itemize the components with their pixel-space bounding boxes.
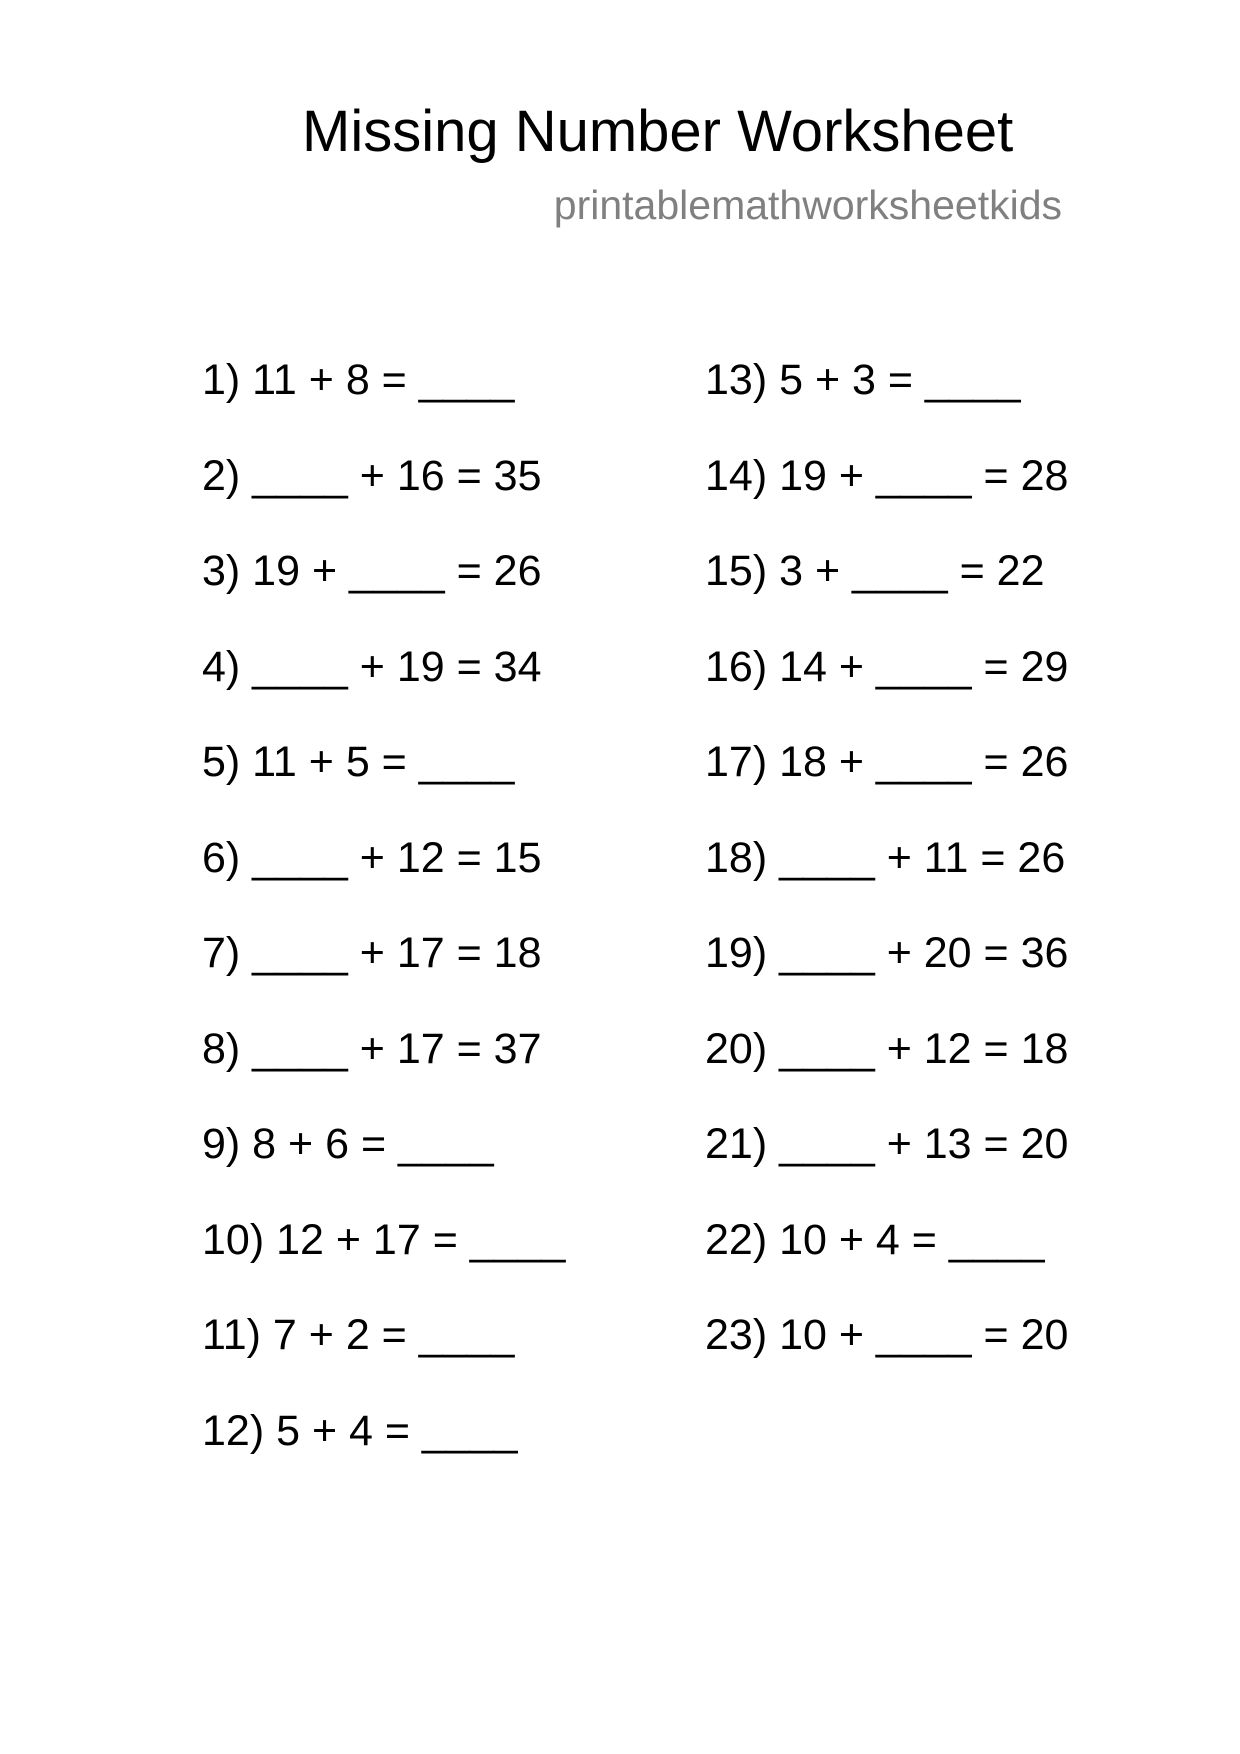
problems-left-column — [202, 352, 565, 1498]
problem-item: 6) ____ + 12 = 15 — [202, 833, 542, 882]
problem-item: 1) 11 + 8 = ____ — [202, 356, 515, 404]
problem-item: 23) 10 + ____ = 20 — [705, 1311, 1069, 1359]
problem-item: 18) ____ + 11 = 26 — [705, 833, 1066, 882]
page-title: Missing Number Worksheet — [302, 99, 1014, 164]
problem-item: 12) 5 + 4 = ____ — [202, 1406, 518, 1455]
problem-item: 20) ____ + 12 = 18 — [705, 1024, 1069, 1073]
problem-item: 2) ____ + 16 = 35 — [202, 451, 542, 500]
problem-item: 21) ____ + 13 = 20 — [705, 1120, 1069, 1168]
problem-item: 19) ____ + 20 = 36 — [705, 929, 1069, 977]
problem-item: 10) 12 + 17 = ____ — [202, 1215, 566, 1264]
problem-item: 4) ____ + 19 = 34 — [202, 642, 542, 691]
problem-item: 7) ____ + 17 = 18 — [202, 929, 542, 977]
problem-item: 22) 10 + 4 = ____ — [705, 1215, 1045, 1264]
problem-item: 8) ____ + 17 = 37 — [202, 1024, 542, 1073]
problem-item: 17) 18 + ____ = 26 — [705, 738, 1069, 786]
problem-item: 13) 5 + 3 = ____ — [705, 356, 1021, 404]
problem-item: 14) 19 + ____ = 28 — [705, 451, 1069, 500]
problem-item: 3) 19 + ____ = 26 — [202, 547, 542, 595]
problem-item: 9) 8 + 6 = ____ — [202, 1120, 494, 1168]
site-subtitle: printablemathworksheetkids — [553, 182, 1062, 228]
problem-item: 11) 7 + 2 = ____ — [202, 1311, 515, 1359]
problem-item: 15) 3 + ____ = 22 — [705, 547, 1045, 595]
problem-item: 5) 11 + 5 = ____ — [202, 738, 515, 786]
problems-right-column — [705, 352, 1068, 1403]
problem-item: 16) 14 + ____ = 29 — [705, 642, 1069, 691]
